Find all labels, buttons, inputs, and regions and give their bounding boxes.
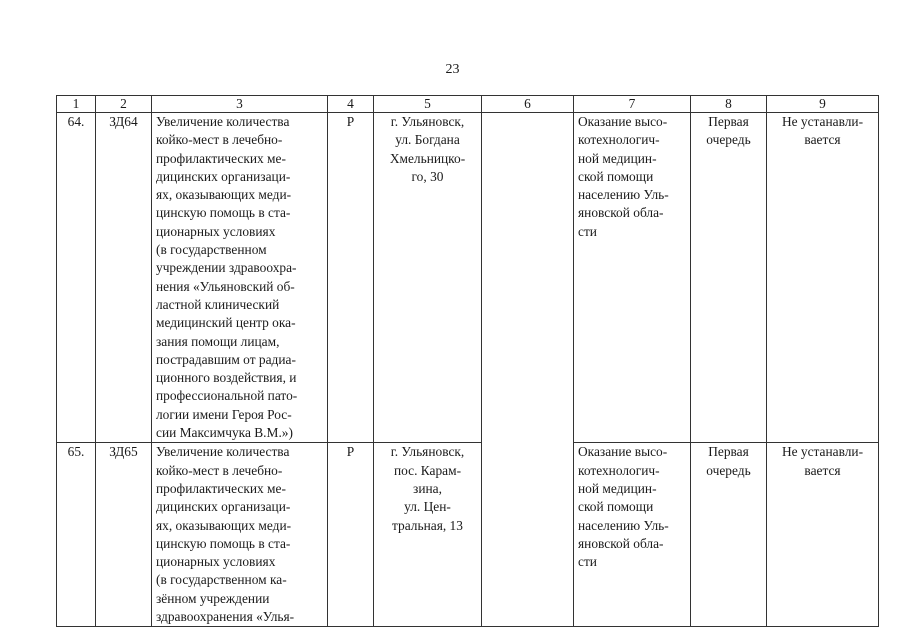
object-zone-text: Не устанавли- вается	[781, 444, 864, 478]
table-header-row	[57, 96, 879, 113]
row-number-text: 64.	[67, 114, 85, 129]
object-code	[96, 443, 152, 627]
object-address-text: г. Ульяновск, пос. Карам- зина, ул. Цен- тральная, 13	[390, 444, 465, 533]
object-code	[96, 113, 152, 443]
object-purpose-text: Оказание высо- котехнологич- ной медицин- ской помощи населению Уль- яновской обла- сти	[578, 444, 669, 570]
object-purpose	[574, 443, 691, 627]
header-col-5: 5	[374, 96, 482, 113]
header-col-4: 4	[328, 96, 374, 113]
column-6-cell	[482, 113, 574, 627]
object-address	[374, 113, 482, 443]
object-description-text: Увеличение количества койко-мест в лечебно- профилактических ме- дицинских организаци- ях, оказывающих меди- цинскую помощь в ста- ционарных условиях (в государственном учреждении здравоохра- нения «Ульяновский об- ластной клинический медицинский центр ока- зания помощи лицам, пострадавшим от радиа- ционного воздействия, и профессиональной пато- логии имени Героя Рос- сии Максимчука В.М.»)	[156, 114, 298, 441]
header-col-1: 1	[57, 96, 96, 113]
object-address-text: г. Ульяновск, ул. Богдана Хмельницко- го, 30	[389, 114, 466, 184]
object-type	[328, 113, 374, 443]
document-table	[56, 95, 879, 627]
object-type-text: Р	[346, 114, 355, 129]
object-address	[374, 443, 482, 627]
header-col-7: 7	[574, 96, 691, 113]
page-number: 23	[445, 62, 460, 77]
object-type-text: Р	[346, 444, 355, 460]
header-col-3: 3	[152, 96, 328, 113]
object-priority	[691, 113, 767, 443]
row-number-text: 65.	[67, 444, 85, 460]
object-type	[328, 443, 374, 627]
object-code-text: ЗД64	[109, 114, 138, 129]
row-number	[57, 443, 96, 627]
header-col-2: 2	[96, 96, 152, 113]
table-row	[57, 443, 879, 627]
header-col-6: 6	[482, 96, 574, 113]
row-number	[57, 113, 96, 443]
object-priority	[691, 443, 767, 627]
object-description	[152, 113, 328, 443]
object-priority-text: Первая очередь	[706, 444, 751, 478]
object-code-text: ЗД65	[109, 444, 138, 460]
header-col-8: 8	[691, 96, 767, 113]
object-zone	[767, 113, 879, 443]
object-purpose	[574, 113, 691, 443]
header-col-9: 9	[767, 96, 879, 113]
table-row	[57, 113, 879, 443]
object-zone	[767, 443, 879, 627]
object-priority-text: Первая очередь	[706, 114, 751, 148]
object-description	[152, 443, 328, 627]
object-purpose-text: Оказание высо- котехнологич- ной медицин- ской помощи населению Уль- яновской обла- сти	[578, 114, 669, 239]
object-description-text: Увеличение количества койко-мест в лечебно- профилактических ме- дицинских организаци- ях, оказывающих меди- цинскую помощь в ста- ционарных условиях (в государственном ка- зённом учреждении здравоохранения «Улья-	[156, 444, 295, 625]
object-zone-text: Не устанавли- вается	[781, 114, 864, 148]
